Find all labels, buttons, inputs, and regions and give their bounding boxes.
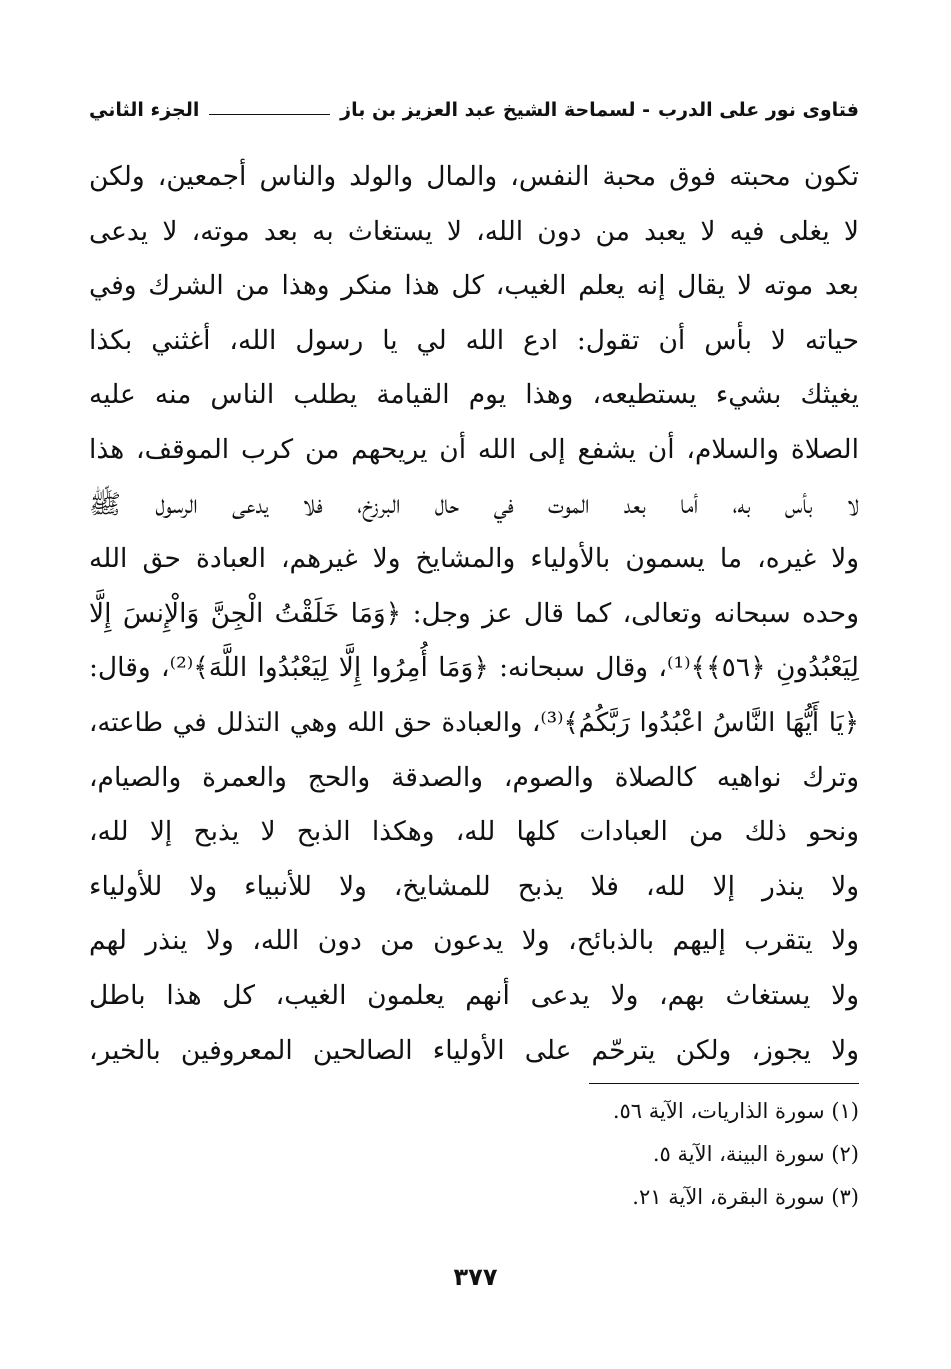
footnote-1: (١) سورة الذاريات، الآية ٥٦. [612, 1099, 859, 1123]
text-line: ولا يجوز، ولكن يترحّم على الأولياء الصالحين المعروفين بالخير، [89, 1034, 859, 1066]
book-title: فتاوى نور على الدرب [658, 99, 859, 121]
text-line: ولا يتقرب إليهم بالذبائح، ولا يدعون من دون الله، ولا ينذر لهم [89, 925, 859, 957]
text-line: ونحو ذلك من العبادات كلها لله، وهكذا الذبح لا يذبح إلا لله، [89, 816, 859, 848]
text-line: حياته لا بأس أن تقول: ادع الله لي يا رسول الله، أغثني بكذا [89, 324, 859, 356]
author-name: - لسماحة الشيخ عبد العزيز بن باز [340, 99, 650, 121]
footnote-3: (٣) سورة البقرة، الآية ٢١. [632, 1185, 859, 1209]
text-line: بعد موته لا يقال إنه يعلم الغيب، كل هذا منكر وهذا من الشرك وفي [89, 270, 859, 302]
running-header [89, 92, 859, 128]
page-number: ٣٧٧ [453, 1263, 498, 1291]
text-line: لِيَعْبُدُونِ ﴿٥٦﴾﴾⁽¹⁾، وقال سبحانه: ﴿وَمَا أُمِرُوا إِلَّا لِيَعْبُدُوا اللَّهَ﴾⁽²⁾، وقال: [89, 652, 859, 684]
footnote-2: (٢) سورة البينة، الآية ٥. [652, 1142, 859, 1166]
text-line: الصلاة والسلام، أن يشفع إلى الله أن يريحهم من كرب الموقف، هذا [89, 433, 859, 465]
text-line: ولا ينذر إلا لله، فلا يذبح للمشايخ، ولا للأنبياء ولا للأولياء [89, 870, 859, 902]
text-line: وحده سبحانه وتعالى، كما قال عز وجل: ﴿وَمَا خَلَقْتُ الْجِنَّ وَالْإِنسَ إِلَّا [89, 597, 859, 629]
header-rule [209, 114, 330, 115]
text-line: لا بأس به، أما بعد الموت في حال البرزخ، فلا يدعى الرسول ﷺ [89, 488, 859, 520]
footnote-separator [589, 1083, 859, 1084]
text-line: يغيثك بشيء يستطيعه، وهذا يوم القيامة يطلب الناس منه عليه [89, 379, 859, 411]
text-line: لا يغلى فيه لا يعبد من دون الله، لا يستغاث به بعد موته، لا يدعى [89, 215, 859, 247]
text-line: وترك نواهيه كالصلاة والصوم، والصدقة والحج والعمرة والصيام، [89, 761, 859, 793]
text-line: تكون محبته فوق محبة النفس، والمال والولد والناس أجمعين، ولكن [89, 161, 859, 192]
volume-label: الجزء الثاني [89, 99, 200, 121]
text-line: ﴿يَا أَيُّهَا النَّاسُ اعْبُدُوا رَبَّكُمُ﴾⁽³⁾، والعبادة حق الله وهي التذلل في طاعته، [89, 707, 859, 738]
main-text [89, 150, 859, 1078]
footnotes [89, 1090, 859, 1219]
text-line: ولا يستغاث بهم، ولا يدعى أنهم يعلمون الغيب، كل هذا باطل [89, 979, 859, 1011]
text-line: ولا غيره، ما يسمون بالأولياء والمشايخ ولا غيرهم، العبادة حق الله [89, 543, 859, 575]
